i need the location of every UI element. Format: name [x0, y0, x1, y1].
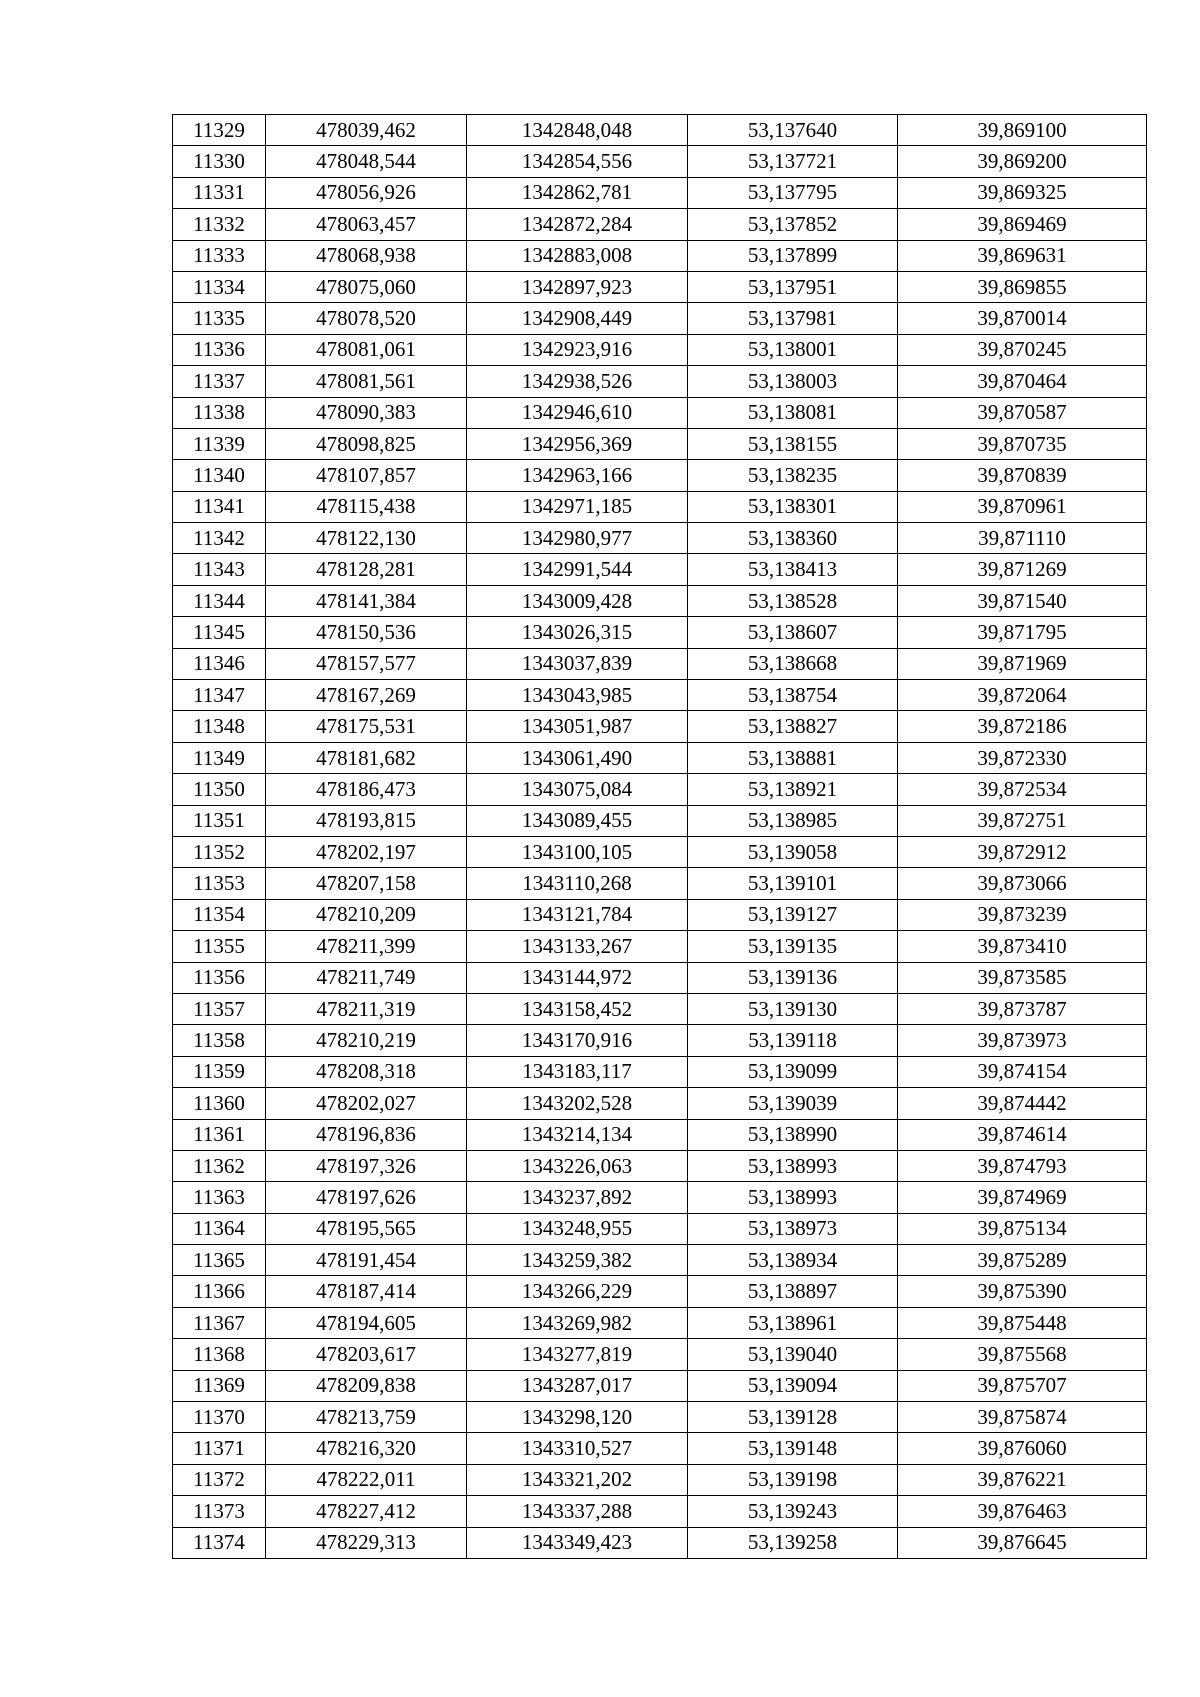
table-row — [173, 1402, 1147, 1433]
x-coordinate-cell: 478048,544 — [266, 146, 467, 177]
point-number-cell: 11360 — [173, 1088, 266, 1119]
table-row — [173, 271, 1147, 302]
longitude-cell: 39,873585 — [898, 962, 1147, 993]
y-coordinate-cell: 1342971,185 — [467, 491, 688, 522]
x-coordinate-cell: 478211,749 — [266, 962, 467, 993]
x-coordinate-cell: 478210,209 — [266, 899, 467, 930]
point-number-cell: 11373 — [173, 1496, 266, 1527]
latitude-cell: 53,138754 — [688, 680, 898, 711]
longitude-cell: 39,873239 — [898, 899, 1147, 930]
longitude-cell: 39,876221 — [898, 1464, 1147, 1495]
point-number-cell: 11351 — [173, 805, 266, 836]
table-row — [173, 209, 1147, 240]
longitude-cell: 39,870961 — [898, 491, 1147, 522]
y-coordinate-cell: 1343202,528 — [467, 1088, 688, 1119]
x-coordinate-cell: 478128,281 — [266, 554, 467, 585]
table-row — [173, 680, 1147, 711]
table-row — [173, 146, 1147, 177]
x-coordinate-cell: 478068,938 — [266, 240, 467, 271]
longitude-cell: 39,873787 — [898, 993, 1147, 1024]
longitude-cell: 39,876645 — [898, 1527, 1147, 1558]
point-number-cell: 11363 — [173, 1182, 266, 1213]
y-coordinate-cell: 1342923,916 — [467, 334, 688, 365]
longitude-cell: 39,876060 — [898, 1433, 1147, 1464]
x-coordinate-cell: 478202,197 — [266, 836, 467, 867]
longitude-cell: 39,871269 — [898, 554, 1147, 585]
y-coordinate-cell: 1343051,987 — [467, 711, 688, 742]
point-number-cell: 11337 — [173, 366, 266, 397]
table-row — [173, 899, 1147, 930]
point-number-cell: 11371 — [173, 1433, 266, 1464]
coordinates-table — [172, 114, 1147, 1559]
y-coordinate-cell: 1342963,166 — [467, 460, 688, 491]
longitude-cell: 39,875448 — [898, 1307, 1147, 1338]
point-number-cell: 11370 — [173, 1402, 266, 1433]
point-number-cell: 11364 — [173, 1213, 266, 1244]
y-coordinate-cell: 1343259,382 — [467, 1245, 688, 1276]
point-number-cell: 11339 — [173, 428, 266, 459]
table-row — [173, 115, 1147, 146]
longitude-cell: 39,870735 — [898, 428, 1147, 459]
y-coordinate-cell: 1343337,288 — [467, 1496, 688, 1527]
latitude-cell: 53,137981 — [688, 303, 898, 334]
point-number-cell: 11367 — [173, 1307, 266, 1338]
y-coordinate-cell: 1342854,556 — [467, 146, 688, 177]
y-coordinate-cell: 1343310,527 — [467, 1433, 688, 1464]
x-coordinate-cell: 478167,269 — [266, 680, 467, 711]
point-number-cell: 11348 — [173, 711, 266, 742]
table-row — [173, 836, 1147, 867]
y-coordinate-cell: 1342956,369 — [467, 428, 688, 459]
table-row — [173, 1245, 1147, 1276]
longitude-cell: 39,875289 — [898, 1245, 1147, 1276]
table-row — [173, 1496, 1147, 1527]
x-coordinate-cell: 478203,617 — [266, 1339, 467, 1370]
x-coordinate-cell: 478039,462 — [266, 115, 467, 146]
y-coordinate-cell: 1343133,267 — [467, 931, 688, 962]
x-coordinate-cell: 478227,412 — [266, 1496, 467, 1527]
latitude-cell: 53,138993 — [688, 1182, 898, 1213]
latitude-cell: 53,138003 — [688, 366, 898, 397]
latitude-cell: 53,137795 — [688, 177, 898, 208]
y-coordinate-cell: 1343026,315 — [467, 617, 688, 648]
latitude-cell: 53,139039 — [688, 1088, 898, 1119]
y-coordinate-cell: 1342897,923 — [467, 271, 688, 302]
latitude-cell: 53,138235 — [688, 460, 898, 491]
longitude-cell: 39,874614 — [898, 1119, 1147, 1150]
longitude-cell: 39,874793 — [898, 1150, 1147, 1181]
point-number-cell: 11344 — [173, 585, 266, 616]
point-number-cell: 11346 — [173, 648, 266, 679]
latitude-cell: 53,138301 — [688, 491, 898, 522]
table-row — [173, 931, 1147, 962]
longitude-cell: 39,874154 — [898, 1056, 1147, 1087]
longitude-cell: 39,870014 — [898, 303, 1147, 334]
longitude-cell: 39,869469 — [898, 209, 1147, 240]
latitude-cell: 53,138921 — [688, 774, 898, 805]
table-row — [173, 1339, 1147, 1370]
x-coordinate-cell: 478196,836 — [266, 1119, 467, 1150]
y-coordinate-cell: 1343009,428 — [467, 585, 688, 616]
point-number-cell: 11368 — [173, 1339, 266, 1370]
latitude-cell: 53,137899 — [688, 240, 898, 271]
longitude-cell: 39,873410 — [898, 931, 1147, 962]
table-row — [173, 491, 1147, 522]
longitude-cell: 39,870839 — [898, 460, 1147, 491]
latitude-cell: 53,138961 — [688, 1307, 898, 1338]
y-coordinate-cell: 1343110,268 — [467, 868, 688, 899]
x-coordinate-cell: 478207,158 — [266, 868, 467, 899]
point-number-cell: 11355 — [173, 931, 266, 962]
latitude-cell: 53,139128 — [688, 1402, 898, 1433]
y-coordinate-cell: 1342908,449 — [467, 303, 688, 334]
table-row — [173, 774, 1147, 805]
point-number-cell: 11352 — [173, 836, 266, 867]
y-coordinate-cell: 1343248,955 — [467, 1213, 688, 1244]
table-row — [173, 1307, 1147, 1338]
y-coordinate-cell: 1343158,452 — [467, 993, 688, 1024]
table-row — [173, 1213, 1147, 1244]
x-coordinate-cell: 478181,682 — [266, 742, 467, 773]
longitude-cell: 39,870245 — [898, 334, 1147, 365]
point-number-cell: 11357 — [173, 993, 266, 1024]
table-row — [173, 617, 1147, 648]
table-row — [173, 1276, 1147, 1307]
point-number-cell: 11361 — [173, 1119, 266, 1150]
table-row — [173, 177, 1147, 208]
x-coordinate-cell: 478078,520 — [266, 303, 467, 334]
x-coordinate-cell: 478098,825 — [266, 428, 467, 459]
latitude-cell: 53,138993 — [688, 1150, 898, 1181]
latitude-cell: 53,138934 — [688, 1245, 898, 1276]
x-coordinate-cell: 478141,384 — [266, 585, 467, 616]
longitude-cell: 39,875568 — [898, 1339, 1147, 1370]
latitude-cell: 53,139099 — [688, 1056, 898, 1087]
x-coordinate-cell: 478150,536 — [266, 617, 467, 648]
latitude-cell: 53,139101 — [688, 868, 898, 899]
latitude-cell: 53,139094 — [688, 1370, 898, 1401]
x-coordinate-cell: 478081,561 — [266, 366, 467, 397]
latitude-cell: 53,138827 — [688, 711, 898, 742]
y-coordinate-cell: 1343266,229 — [467, 1276, 688, 1307]
x-coordinate-cell: 478208,318 — [266, 1056, 467, 1087]
latitude-cell: 53,137852 — [688, 209, 898, 240]
latitude-cell: 53,139135 — [688, 931, 898, 962]
y-coordinate-cell: 1343043,985 — [467, 680, 688, 711]
point-number-cell: 11341 — [173, 491, 266, 522]
longitude-cell: 39,875390 — [898, 1276, 1147, 1307]
point-number-cell: 11331 — [173, 177, 266, 208]
longitude-cell: 39,872186 — [898, 711, 1147, 742]
table-row — [173, 993, 1147, 1024]
latitude-cell: 53,137640 — [688, 115, 898, 146]
latitude-cell: 53,138155 — [688, 428, 898, 459]
latitude-cell: 53,139243 — [688, 1496, 898, 1527]
x-coordinate-cell: 478090,383 — [266, 397, 467, 428]
latitude-cell: 53,139127 — [688, 899, 898, 930]
longitude-cell: 39,875874 — [898, 1402, 1147, 1433]
y-coordinate-cell: 1343321,202 — [467, 1464, 688, 1495]
table-row — [173, 711, 1147, 742]
x-coordinate-cell: 478195,565 — [266, 1213, 467, 1244]
x-coordinate-cell: 478056,926 — [266, 177, 467, 208]
y-coordinate-cell: 1343237,892 — [467, 1182, 688, 1213]
y-coordinate-cell: 1343298,120 — [467, 1402, 688, 1433]
x-coordinate-cell: 478115,438 — [266, 491, 467, 522]
x-coordinate-cell: 478211,399 — [266, 931, 467, 962]
latitude-cell: 53,139118 — [688, 1025, 898, 1056]
table-row — [173, 523, 1147, 554]
longitude-cell: 39,876463 — [898, 1496, 1147, 1527]
table-row — [173, 1433, 1147, 1464]
x-coordinate-cell: 478063,457 — [266, 209, 467, 240]
y-coordinate-cell: 1342980,977 — [467, 523, 688, 554]
latitude-cell: 53,138413 — [688, 554, 898, 585]
table-row — [173, 805, 1147, 836]
y-coordinate-cell: 1343075,084 — [467, 774, 688, 805]
x-coordinate-cell: 478197,626 — [266, 1182, 467, 1213]
y-coordinate-cell: 1343183,117 — [467, 1056, 688, 1087]
longitude-cell: 39,875707 — [898, 1370, 1147, 1401]
x-coordinate-cell: 478209,838 — [266, 1370, 467, 1401]
point-number-cell: 11349 — [173, 742, 266, 773]
point-number-cell: 11329 — [173, 115, 266, 146]
table-row — [173, 868, 1147, 899]
latitude-cell: 53,137951 — [688, 271, 898, 302]
x-coordinate-cell: 478107,857 — [266, 460, 467, 491]
x-coordinate-cell: 478194,605 — [266, 1307, 467, 1338]
longitude-cell: 39,869200 — [898, 146, 1147, 177]
table-row — [173, 1056, 1147, 1087]
latitude-cell: 53,138528 — [688, 585, 898, 616]
latitude-cell: 53,139148 — [688, 1433, 898, 1464]
y-coordinate-cell: 1343100,105 — [467, 836, 688, 867]
longitude-cell: 39,873066 — [898, 868, 1147, 899]
latitude-cell: 53,139058 — [688, 836, 898, 867]
x-coordinate-cell: 478122,130 — [266, 523, 467, 554]
point-number-cell: 11354 — [173, 899, 266, 930]
latitude-cell: 53,139136 — [688, 962, 898, 993]
point-number-cell: 11374 — [173, 1527, 266, 1558]
table-row — [173, 962, 1147, 993]
table-row — [173, 397, 1147, 428]
y-coordinate-cell: 1342848,048 — [467, 115, 688, 146]
y-coordinate-cell: 1342862,781 — [467, 177, 688, 208]
point-number-cell: 11334 — [173, 271, 266, 302]
x-coordinate-cell: 478210,219 — [266, 1025, 467, 1056]
table-row — [173, 585, 1147, 616]
y-coordinate-cell: 1343226,063 — [467, 1150, 688, 1181]
table-row — [173, 648, 1147, 679]
table-row — [173, 334, 1147, 365]
point-number-cell: 11335 — [173, 303, 266, 334]
point-number-cell: 11369 — [173, 1370, 266, 1401]
latitude-cell: 53,139258 — [688, 1527, 898, 1558]
x-coordinate-cell: 478191,454 — [266, 1245, 467, 1276]
x-coordinate-cell: 478197,326 — [266, 1150, 467, 1181]
point-number-cell: 11343 — [173, 554, 266, 585]
latitude-cell: 53,139198 — [688, 1464, 898, 1495]
x-coordinate-cell: 478213,759 — [266, 1402, 467, 1433]
point-number-cell: 11330 — [173, 146, 266, 177]
point-number-cell: 11340 — [173, 460, 266, 491]
latitude-cell: 53,138081 — [688, 397, 898, 428]
table-row — [173, 428, 1147, 459]
x-coordinate-cell: 478186,473 — [266, 774, 467, 805]
longitude-cell: 39,872751 — [898, 805, 1147, 836]
x-coordinate-cell: 478222,011 — [266, 1464, 467, 1495]
table-row — [173, 742, 1147, 773]
table-row — [173, 1150, 1147, 1181]
point-number-cell: 11332 — [173, 209, 266, 240]
y-coordinate-cell: 1343089,455 — [467, 805, 688, 836]
y-coordinate-cell: 1343121,784 — [467, 899, 688, 930]
y-coordinate-cell: 1343170,916 — [467, 1025, 688, 1056]
latitude-cell: 53,138001 — [688, 334, 898, 365]
y-coordinate-cell: 1343144,972 — [467, 962, 688, 993]
table-row — [173, 366, 1147, 397]
longitude-cell: 39,875134 — [898, 1213, 1147, 1244]
y-coordinate-cell: 1342872,284 — [467, 209, 688, 240]
y-coordinate-cell: 1342946,610 — [467, 397, 688, 428]
longitude-cell: 39,871969 — [898, 648, 1147, 679]
x-coordinate-cell: 478175,531 — [266, 711, 467, 742]
y-coordinate-cell: 1342991,544 — [467, 554, 688, 585]
longitude-cell: 39,873973 — [898, 1025, 1147, 1056]
point-number-cell: 11366 — [173, 1276, 266, 1307]
latitude-cell: 53,138360 — [688, 523, 898, 554]
longitude-cell: 39,874969 — [898, 1182, 1147, 1213]
longitude-cell: 39,872064 — [898, 680, 1147, 711]
y-coordinate-cell: 1342938,526 — [467, 366, 688, 397]
longitude-cell: 39,874442 — [898, 1088, 1147, 1119]
table-row — [173, 1088, 1147, 1119]
longitude-cell: 39,872534 — [898, 774, 1147, 805]
longitude-cell: 39,869325 — [898, 177, 1147, 208]
point-number-cell: 11372 — [173, 1464, 266, 1495]
latitude-cell: 53,138607 — [688, 617, 898, 648]
point-number-cell: 11362 — [173, 1150, 266, 1181]
table-row — [173, 554, 1147, 585]
x-coordinate-cell: 478187,414 — [266, 1276, 467, 1307]
longitude-cell: 39,871110 — [898, 523, 1147, 554]
x-coordinate-cell: 478193,815 — [266, 805, 467, 836]
point-number-cell: 11333 — [173, 240, 266, 271]
point-number-cell: 11359 — [173, 1056, 266, 1087]
point-number-cell: 11358 — [173, 1025, 266, 1056]
longitude-cell: 39,869855 — [898, 271, 1147, 302]
y-coordinate-cell: 1343349,423 — [467, 1527, 688, 1558]
point-number-cell: 11365 — [173, 1245, 266, 1276]
latitude-cell: 53,137721 — [688, 146, 898, 177]
point-number-cell: 11347 — [173, 680, 266, 711]
longitude-cell: 39,869100 — [898, 115, 1147, 146]
latitude-cell: 53,138973 — [688, 1213, 898, 1244]
table-row — [173, 303, 1147, 334]
latitude-cell: 53,139130 — [688, 993, 898, 1024]
longitude-cell: 39,869631 — [898, 240, 1147, 271]
x-coordinate-cell: 478229,313 — [266, 1527, 467, 1558]
table-row — [173, 1119, 1147, 1150]
x-coordinate-cell: 478202,027 — [266, 1088, 467, 1119]
longitude-cell: 39,872330 — [898, 742, 1147, 773]
y-coordinate-cell: 1343269,982 — [467, 1307, 688, 1338]
latitude-cell: 53,138881 — [688, 742, 898, 773]
y-coordinate-cell: 1343287,017 — [467, 1370, 688, 1401]
latitude-cell: 53,138985 — [688, 805, 898, 836]
y-coordinate-cell: 1343277,819 — [467, 1339, 688, 1370]
point-number-cell: 11345 — [173, 617, 266, 648]
x-coordinate-cell: 478075,060 — [266, 271, 467, 302]
x-coordinate-cell: 478081,061 — [266, 334, 467, 365]
latitude-cell: 53,138990 — [688, 1119, 898, 1150]
table-row — [173, 1182, 1147, 1213]
longitude-cell: 39,871795 — [898, 617, 1147, 648]
point-number-cell: 11336 — [173, 334, 266, 365]
longitude-cell: 39,870464 — [898, 366, 1147, 397]
latitude-cell: 53,139040 — [688, 1339, 898, 1370]
y-coordinate-cell: 1343037,839 — [467, 648, 688, 679]
x-coordinate-cell: 478157,577 — [266, 648, 467, 679]
latitude-cell: 53,138897 — [688, 1276, 898, 1307]
table-row — [173, 1527, 1147, 1558]
x-coordinate-cell: 478216,320 — [266, 1433, 467, 1464]
point-number-cell: 11356 — [173, 962, 266, 993]
point-number-cell: 11350 — [173, 774, 266, 805]
point-number-cell: 11338 — [173, 397, 266, 428]
point-number-cell: 11342 — [173, 523, 266, 554]
latitude-cell: 53,138668 — [688, 648, 898, 679]
table-row — [173, 1370, 1147, 1401]
table-row — [173, 1025, 1147, 1056]
point-number-cell: 11353 — [173, 868, 266, 899]
x-coordinate-cell: 478211,319 — [266, 993, 467, 1024]
coordinates-table-body — [173, 115, 1147, 1559]
y-coordinate-cell: 1343214,134 — [467, 1119, 688, 1150]
table-row — [173, 240, 1147, 271]
y-coordinate-cell: 1342883,008 — [467, 240, 688, 271]
longitude-cell: 39,870587 — [898, 397, 1147, 428]
table-row — [173, 1464, 1147, 1495]
y-coordinate-cell: 1343061,490 — [467, 742, 688, 773]
longitude-cell: 39,872912 — [898, 836, 1147, 867]
longitude-cell: 39,871540 — [898, 585, 1147, 616]
table-row — [173, 460, 1147, 491]
